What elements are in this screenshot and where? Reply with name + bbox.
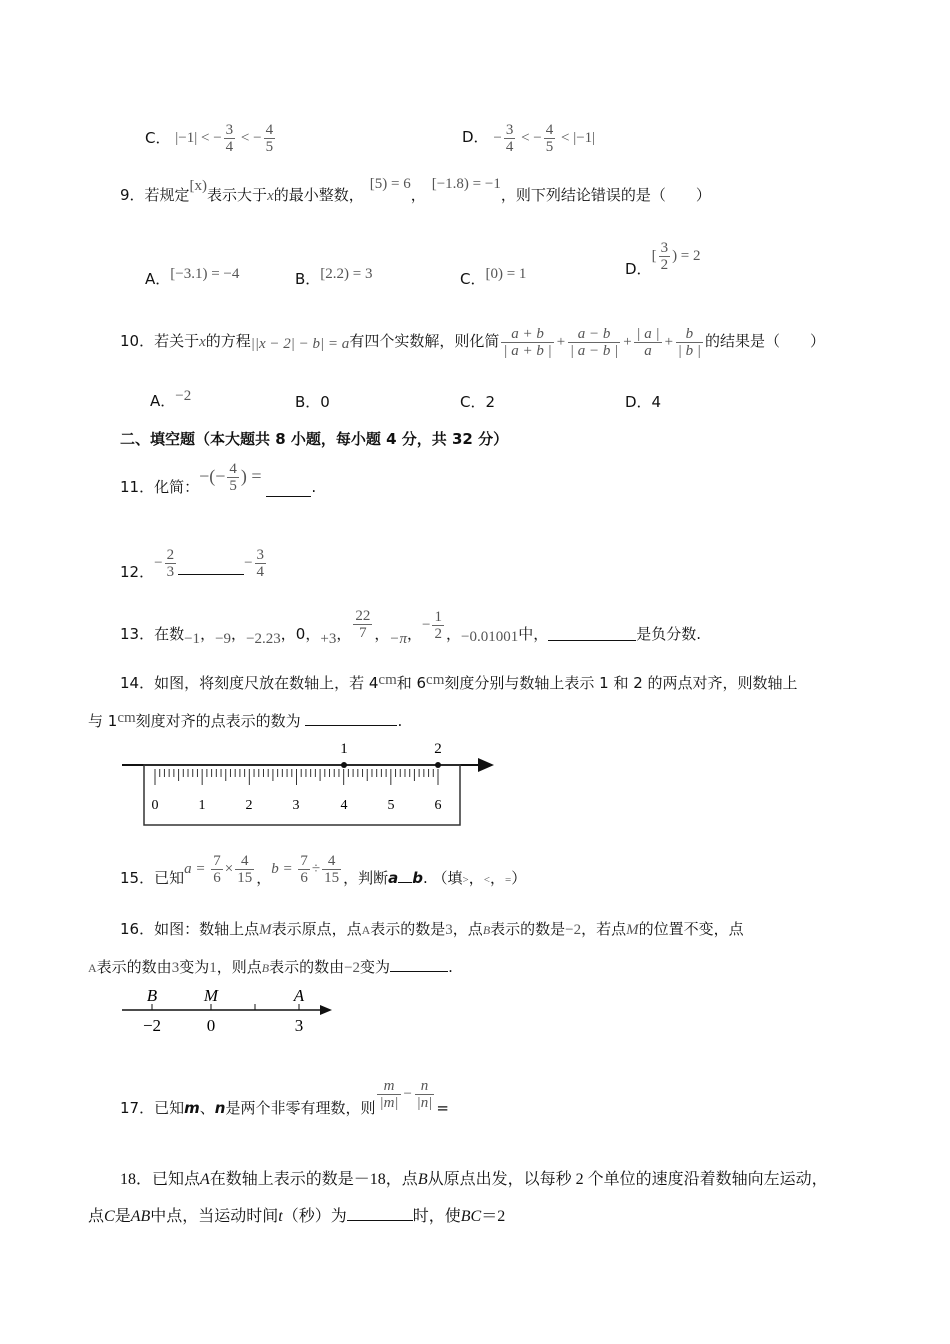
ruler-label: 4 [340, 798, 348, 813]
ruler-body [144, 765, 460, 825]
q9-option-b[interactable]: B．[2.2) = 3 [295, 266, 373, 288]
answer-blank[interactable] [398, 882, 412, 883]
q16-number-line [118, 985, 338, 1040]
point-label-A: A [293, 986, 305, 1005]
axis-label-2: 2 [434, 741, 442, 757]
axis-arrow-icon [320, 1005, 332, 1015]
q9-stem: 9．若规定[x)表示大于x的最小整数，[5) = 6，[−1.8) = −1，则下列结论错误的是（ ） [120, 176, 711, 204]
q10-option-a[interactable]: A．−2 [150, 388, 192, 410]
q13: 13．在数−1，−9，−2.23，0，+3， $\frac{22}{7}$ ，−π，− $\frac{1}{2}$ ，−0.01001中， 是负分数. [120, 608, 702, 647]
option-label: D． [462, 127, 489, 146]
answer-blank[interactable] [266, 478, 311, 497]
q14-line1: 14．如图，将刻度尺放在数轴上，若 4cm和 6cm刻度分别与数轴上表示 1 和 2 的两点对齐，则数轴上 [120, 672, 798, 692]
axis-label-1: 1 [340, 741, 348, 757]
q9-option-d[interactable]: D．[ $\frac{3}{2}$ ) = 2 [625, 240, 701, 278]
axis-arrow-icon [478, 758, 494, 772]
answer-blank[interactable] [347, 1220, 413, 1221]
answer-blank[interactable] [178, 574, 244, 575]
q11: 11．化简：−(− $\frac{4}{5}$ ) = . [120, 461, 317, 496]
ruler-label: 3 [292, 798, 300, 813]
q18-line1: 18．已知点A在数轴上表示的数是－18，点B从原点出发，以每秒 2 个单位的速度沿着数轴向左运动， [120, 1171, 828, 1188]
option-label: C． [145, 128, 171, 147]
q8-option-c[interactable] [145, 122, 277, 155]
ruler-label: 5 [387, 798, 395, 813]
q14-ruler-figure [118, 735, 498, 830]
q10-option-c[interactable]: C．2 [460, 393, 496, 411]
q14-line2: 与 1cm刻度对齐的点表示的数为 . [88, 710, 403, 730]
q16-line2: A表示的数由3变为1，则点B表示的数由−2变为 . [88, 958, 453, 976]
q10-fraction-sum: $\frac{a + b}{| a + b |}$ + $\frac{a - b}{| a - b |}$ + $\frac{| a |}{a}$ + $\frac{b}{| b |}$ [503, 326, 701, 359]
ruler-label: 6 [434, 798, 442, 813]
q9-option-c[interactable]: C．[0) = 1 [460, 266, 527, 288]
q8-option-d[interactable] [462, 122, 595, 155]
q15: 15．已知a = $\frac{7}{6}$ × $\frac{4}{15}$ ，b = $\frac{7}{6}$ ÷ $\frac{4}{15}$ ，判断a b. （填>，<，=） [120, 853, 527, 887]
section-title: 二、填空题（本大题共 8 小题，每小题 4 分，共 32 分） [120, 430, 509, 448]
answer-blank[interactable] [548, 640, 636, 641]
q9-option-a[interactable]: A．[−3.1) = −4 [145, 266, 240, 288]
q18-line2: 点C是AB中点，当运动时间t（秒）为 时，使BC＝2 [88, 1208, 506, 1225]
q12: 12．− $\frac{2}{3}$ − $\frac{3}{4}$ [120, 547, 265, 581]
answer-blank[interactable] [390, 971, 448, 972]
ruler-label: 0 [151, 798, 159, 813]
ruler-label: 2 [245, 798, 253, 813]
math-expr: |−1| < − $\frac{3}{4}$ < − $\frac{4}{5}$ [175, 122, 274, 155]
q10-stem: 10．若关于x的方程||x − 2| − b| = a有四个实数解，则化简 $\frac{a + b}{| a + b |}$ + $\frac{a - b}{| a - b |}$ + $\frac{| a |}{a}$ + $\frac{b}{| b |}$ 的结果是（ ） [120, 326, 825, 359]
value-label: −2 [142, 1016, 162, 1035]
q10-option-b[interactable]: B．0 [295, 393, 330, 411]
value-label: 3 [294, 1016, 304, 1035]
axis-point-2 [435, 762, 441, 768]
axis-point-1 [341, 762, 347, 768]
q17: 17．已知m、n是两个非零有理数，则 $\frac{m}{|m|}$ − $\frac{n}{|n|}$ = [120, 1078, 449, 1117]
ruler-ticks [155, 769, 438, 785]
point-label-B: B [146, 986, 158, 1005]
point-label-M: M [203, 986, 219, 1005]
q16-line1: 16．如图：数轴上点M表示原点，点A表示的数是3，点B表示的数是−2，若点M的位置不变，点 [120, 920, 744, 938]
ruler-labels [152, 798, 442, 813]
value-label: 0 [206, 1016, 216, 1035]
ruler-label: 1 [198, 798, 206, 813]
q10-option-d[interactable]: D．4 [625, 393, 662, 411]
math-expr: − $\frac{3}{4}$ < − $\frac{4}{5}$ < |−1| [493, 122, 596, 155]
answer-blank[interactable] [305, 725, 397, 726]
